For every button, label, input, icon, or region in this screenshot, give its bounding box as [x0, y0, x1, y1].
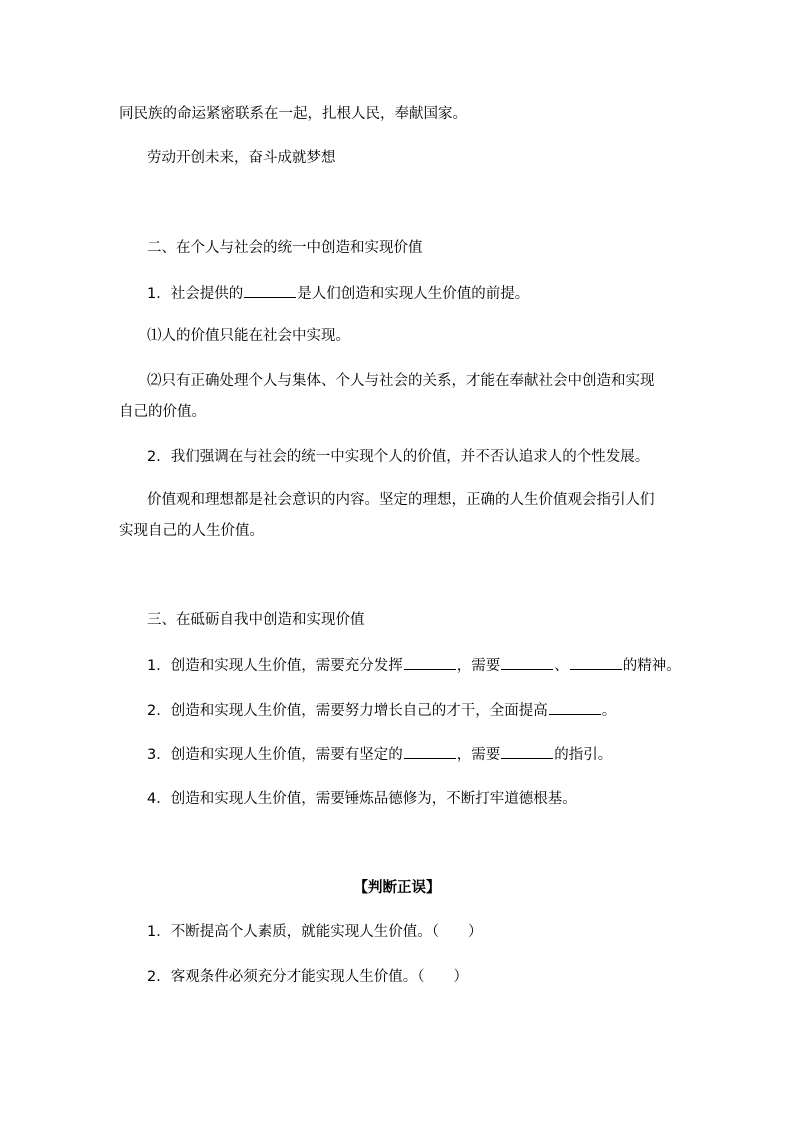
item-text: 。: [601, 703, 617, 719]
fill-blank[interactable]: [244, 283, 296, 298]
item-text: 3．创造和实现人生价值，需要有坚定的: [147, 747, 403, 763]
judge-question-1: 1．不断提高个人素质，就能实现人生价值。（ ）: [147, 924, 483, 940]
fill-blank[interactable]: [570, 655, 622, 670]
section-3-item-1: [147, 655, 681, 676]
item-text: ，需要: [456, 658, 501, 674]
intro-line-1: 同民族的命运紧密联系在一起，扎根人民，奉献国家。: [119, 106, 467, 122]
section-2-sub-2: ⑵只有正确处理个人与集体、个人与社会的关系，才能在奉献社会中创造和实现自己的价值。: [119, 373, 655, 420]
item-text: 、: [554, 658, 569, 674]
item-text: ，需要: [456, 747, 501, 763]
section-2-paragraph: 价值观和理想都是社会意识的内容。坚定的理想，正确的人生价值观会指引人们实现自己的人生价值。: [119, 492, 655, 539]
fill-blank[interactable]: [501, 655, 553, 670]
section-2-sub-1: ⑴人的价值只能在社会中实现。: [147, 328, 350, 344]
fill-blank[interactable]: [404, 744, 456, 759]
intro-line-2: 劳动开创未来，奋斗成就梦想: [147, 150, 336, 166]
item-text: 2．创造和实现人生价值，需要努力增长自己的才干，全面提高: [147, 703, 548, 719]
item-text: 的精神。: [622, 658, 681, 674]
item-text: 是人们创造和实现人生价值的前提。: [297, 286, 530, 302]
judge-question-2: 2．客观条件必须充分才能实现人生价值。（ ）: [147, 969, 468, 985]
fill-blank[interactable]: [501, 744, 553, 759]
section-3-item-3: [147, 744, 612, 765]
fill-blank[interactable]: [549, 700, 601, 715]
item-text: 1．社会提供的: [147, 286, 244, 302]
item-text: 1．创造和实现人生价值，需要充分发挥: [147, 658, 403, 674]
section-3-item-4: 4．创造和实现人生价值，需要锤炼品德修为，不断打牢道德根基。: [147, 791, 577, 807]
fill-blank[interactable]: [404, 655, 456, 670]
section-2-heading: 二、在个人与社会的统一中创造和实现价值: [147, 240, 423, 256]
section-3-heading: 三、在砥砺自我中创造和实现价值: [147, 612, 365, 628]
section-2-item-1: [147, 283, 529, 304]
judge-title: 【判断正误】: [353, 880, 441, 896]
section-3-item-2: [147, 700, 616, 721]
section-2-item-2: 2．我们强调在与社会的统一中实现个人的价值，并不否认追求人的个性发展。: [147, 449, 650, 465]
item-text: 的指引。: [554, 747, 613, 763]
